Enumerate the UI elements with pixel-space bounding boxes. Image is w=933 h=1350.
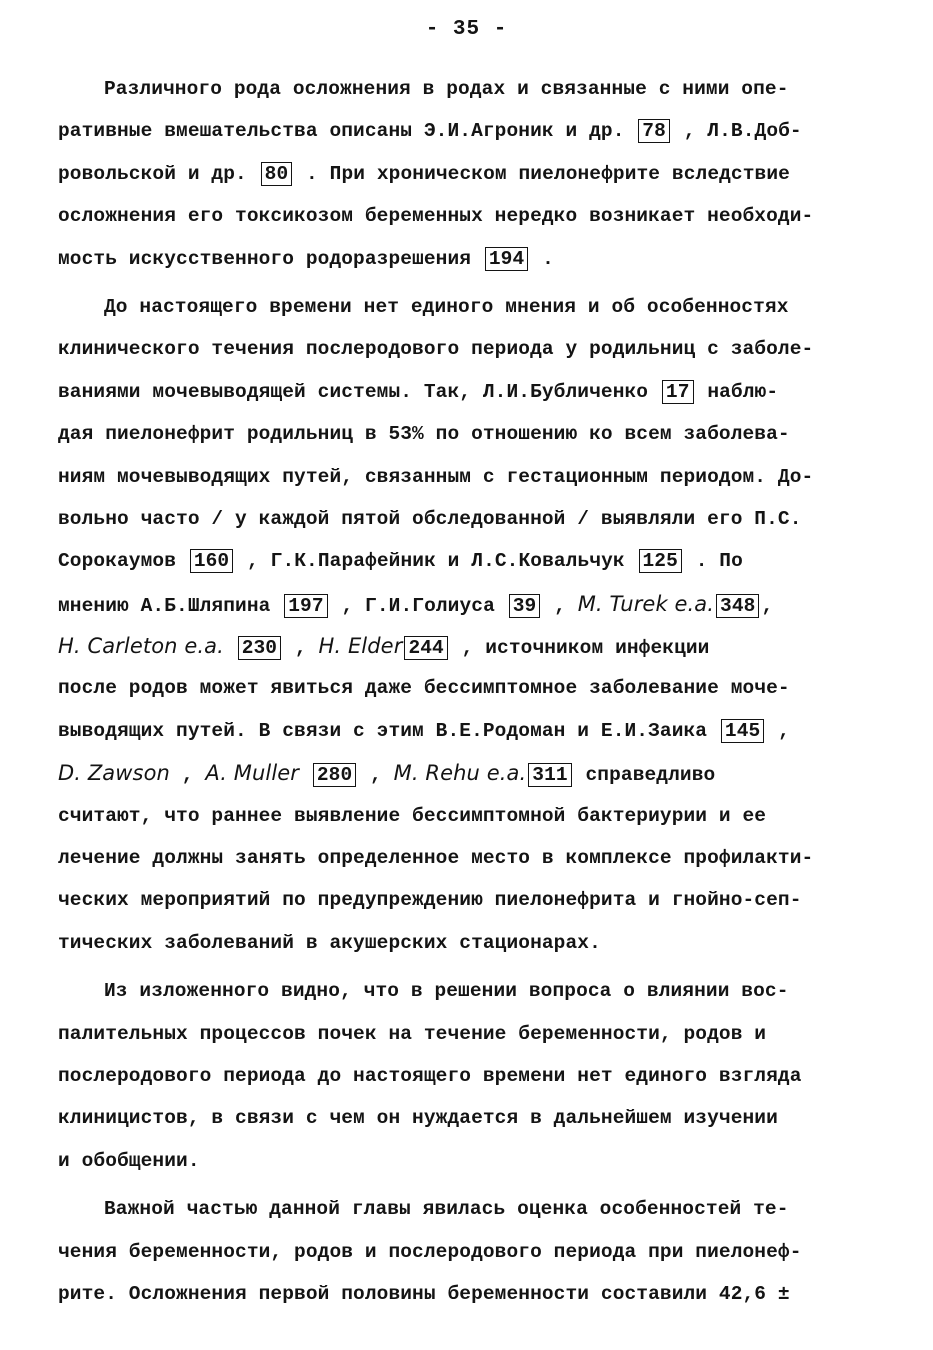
text-run: , Г.К.Парафейник и Л.С.Ковальчук xyxy=(235,550,637,573)
text-line xyxy=(58,238,880,280)
text-run xyxy=(299,764,311,786)
text-run: Сорокаумов xyxy=(58,550,188,573)
text-line xyxy=(58,540,880,582)
text-run: , Г.И.Голиуса xyxy=(329,594,507,617)
paragraph xyxy=(58,1188,880,1315)
text-run: , xyxy=(761,594,774,617)
text-line xyxy=(58,456,880,498)
text-line xyxy=(58,667,880,709)
text-run: считают, что раннее выявление бессимптомной бактериурии и ее xyxy=(58,804,767,827)
citation-ref: 280 xyxy=(313,763,356,787)
text-run: , xyxy=(358,764,394,787)
text-line xyxy=(58,1273,880,1315)
text-run: палительных процессов почек на течение беременности, родов и xyxy=(58,1022,767,1045)
text-line xyxy=(58,286,880,328)
citation-ref: 17 xyxy=(662,380,694,404)
citation-ref: 197 xyxy=(284,594,327,618)
text-run: справедливо xyxy=(573,764,716,787)
text-line xyxy=(58,1140,880,1182)
text-run: лечение должны занять определенное место в комплексе профилакти- xyxy=(58,847,814,870)
citation-ref: 39 xyxy=(509,594,541,618)
text-line xyxy=(58,879,880,921)
text-run: . xyxy=(530,247,554,270)
text-run: дая пиелонефрит родильниц в 53% по отношению ко всем заболева- xyxy=(58,423,790,446)
text-line xyxy=(58,1097,880,1139)
text-run: ровольской и др. xyxy=(58,162,259,185)
text-run: , источником инфекции xyxy=(449,637,710,660)
text-run: , Л.В.Доб- xyxy=(671,120,802,143)
text-line xyxy=(58,970,880,1012)
text-run: мнению А.Б.Шляпина xyxy=(58,594,283,617)
text-line xyxy=(58,837,880,879)
text-run: клинического течения послеродового периода у родильниц с заболе- xyxy=(58,338,814,361)
text-run: клиницистов, в связи с чем он нуждается в дальнейшем изучении xyxy=(58,1107,778,1130)
citation-ref: 160 xyxy=(190,549,233,573)
text-run: . По xyxy=(683,550,743,573)
citation-ref: 244 xyxy=(404,636,447,660)
text-line xyxy=(58,371,880,413)
text-line xyxy=(58,153,880,195)
text-run: чения беременности, родов и послеродового периода при пиелонеф- xyxy=(58,1240,802,1263)
text-line xyxy=(58,583,880,625)
text-line xyxy=(58,1231,880,1273)
text-line xyxy=(58,110,880,152)
text-run: вольно часто / у каждой пятой обследованной / выявляли его П.С. xyxy=(58,507,802,530)
text-line xyxy=(58,752,880,794)
author-name-latin: D. Zawson xyxy=(58,761,170,786)
text-run: мость искусственного родоразрешения xyxy=(58,247,483,270)
text-run: послеродового периода до настоящего времени нет единого взгляда xyxy=(58,1064,802,1087)
page-number: - 35 - xyxy=(425,18,508,41)
text-run: осложнения его токсикозом беременных нередко возникает необходи- xyxy=(58,205,814,228)
text-run: . При хроническом пиелонефрите вследствие xyxy=(294,162,790,185)
author-name-latin: M. Rehu e.a. xyxy=(393,761,527,786)
text-run: Из изложенного видно, что в решении вопроса о влиянии вос- xyxy=(104,980,789,1003)
text-line xyxy=(58,795,880,837)
text-run: ваниями мочевыводящей системы. Так, Л.И.Бубличенко xyxy=(58,380,660,403)
citation-ref: 348 xyxy=(716,594,759,618)
author-name-latin: H. Carleton e.a. xyxy=(58,634,224,659)
text-run: ративные вмешательства описаны Э.И.Агроник и др. xyxy=(58,120,637,143)
author-name-latin: M. Turek e.a. xyxy=(577,591,715,616)
text-run: , xyxy=(283,637,319,660)
text-line xyxy=(58,195,880,237)
citation-ref: 80 xyxy=(261,162,293,186)
text-line xyxy=(58,625,880,667)
text-run: , xyxy=(542,594,578,617)
paragraph xyxy=(58,286,880,964)
author-name-latin: A. Muller xyxy=(205,761,300,786)
citation-ref: 125 xyxy=(639,549,682,573)
text-run: Важной частью данной главы явилась оценка особенностей те- xyxy=(104,1198,789,1221)
text-run: тических заболеваний в акушерских стационарах. xyxy=(58,931,601,954)
text-run: выводящих путей. В связи с этим В.Е.Родоман и Е.И.Заика xyxy=(58,719,719,742)
text-line xyxy=(58,1188,880,1230)
paragraph xyxy=(58,68,880,280)
text-line xyxy=(58,1055,880,1097)
text-run: и обобщении. xyxy=(58,1149,200,1172)
paragraph xyxy=(58,970,880,1182)
author-name-latin: H. Elder xyxy=(318,634,403,659)
text-run xyxy=(224,637,236,659)
text-line xyxy=(58,328,880,370)
text-run: рите. Осложнения первой половины беременности составили 42,6 ± xyxy=(58,1282,790,1305)
body-text xyxy=(58,68,880,1315)
citation-ref: 145 xyxy=(721,719,764,743)
text-run: , xyxy=(766,719,790,742)
citation-ref: 78 xyxy=(638,119,670,143)
text-line xyxy=(58,413,880,455)
text-run: наблю- xyxy=(695,380,779,403)
text-run: после родов может явиться даже бессимптомное заболевание моче- xyxy=(58,677,790,700)
text-line xyxy=(58,710,880,752)
text-run: До настоящего времени нет единого мнения и об особенностях xyxy=(104,295,789,318)
text-line xyxy=(58,498,880,540)
citation-ref: 311 xyxy=(528,763,571,787)
text-line xyxy=(58,68,880,110)
text-line xyxy=(58,1013,880,1055)
citation-ref: 230 xyxy=(238,636,281,660)
text-run: , xyxy=(169,764,206,787)
text-line xyxy=(58,922,880,964)
text-run: ниям мочевыводящих путей, связанным с гестационным периодом. До- xyxy=(58,465,814,488)
citation-ref: 194 xyxy=(485,247,528,271)
text-run: ческих мероприятий по предупреждению пиелонефрита и гнойно-сеп- xyxy=(58,889,802,912)
text-run: Различного рода осложнения в родах и связанные с ними опе- xyxy=(104,78,789,100)
